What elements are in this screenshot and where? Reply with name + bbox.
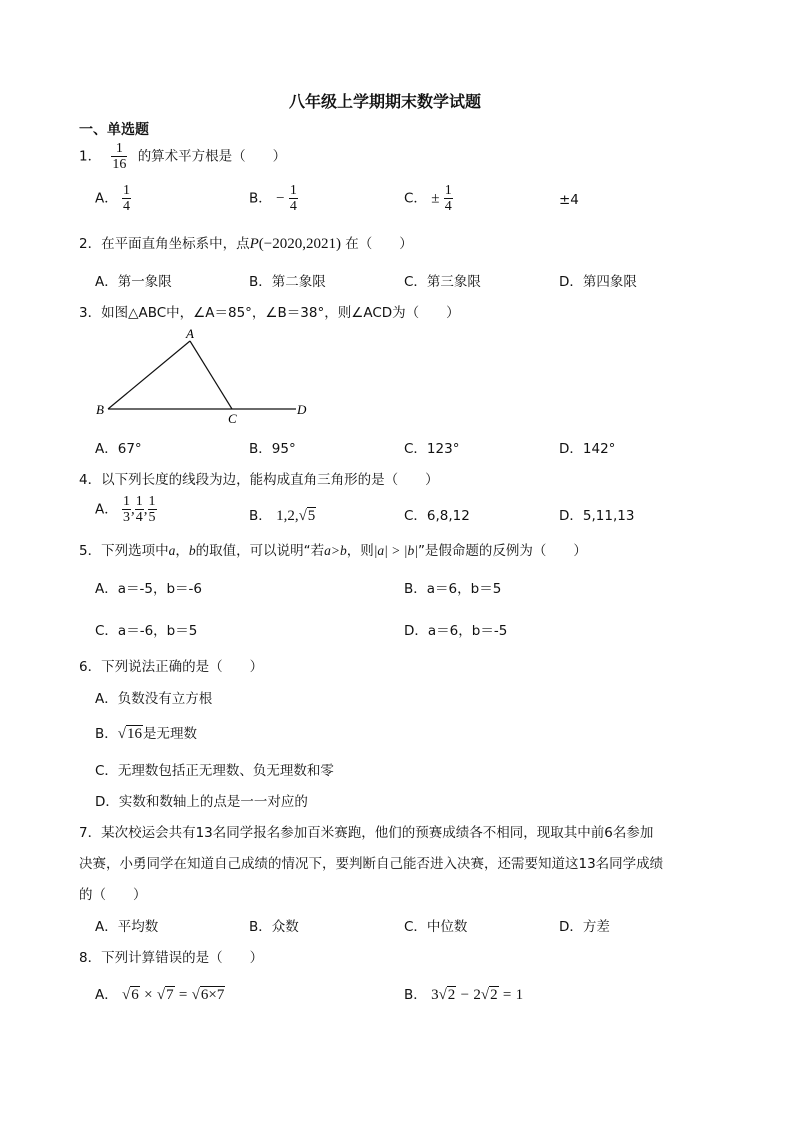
fraction-denominator: 4: [123, 199, 131, 214]
option-d[interactable]: D．方差: [559, 919, 610, 935]
option-label: A．: [95, 501, 118, 518]
fraction-denominator: 3: [123, 510, 131, 525]
equals-sign: =: [502, 987, 512, 1003]
option-label: B．: [249, 190, 272, 207]
vertex-b-label: B: [96, 402, 104, 417]
option-d[interactable]: D．142°: [559, 441, 616, 457]
option-c[interactable]: C．6,8,12: [404, 508, 470, 524]
fraction-denominator: 5: [148, 510, 156, 525]
fraction-denominator: 4: [444, 199, 452, 214]
option-label: A．: [95, 190, 118, 207]
option-b[interactable]: B．a＝6，b＝5: [404, 581, 502, 597]
separator: ,: [131, 501, 135, 518]
question-line: 的（ ）: [79, 887, 147, 903]
option-label: B．: [404, 987, 427, 1003]
fraction-denominator: 4: [289, 199, 297, 214]
radicand: 16: [127, 726, 142, 742]
radicand: 7: [166, 987, 174, 1003]
conclusion: |a| > |b|: [373, 543, 418, 558]
fraction: [289, 183, 298, 214]
option-c[interactable]: C．123°: [404, 441, 460, 457]
fraction: [122, 494, 131, 525]
option-d[interactable]: D．5,11,13: [559, 508, 635, 524]
question-number: 5．: [79, 543, 102, 559]
option-a[interactable]: [95, 983, 225, 1004]
option-c[interactable]: C．中位数: [404, 919, 468, 935]
point-name: P: [249, 236, 259, 252]
square-root: √6×7: [191, 987, 225, 1003]
option-c[interactable]: C．无理数包括正无理数、负无理数和零: [95, 763, 334, 779]
radicand: 2: [447, 987, 456, 1003]
fraction: [444, 183, 453, 214]
radicand: 6: [131, 987, 139, 1003]
option-a[interactable]: A．67°: [95, 441, 142, 457]
page-title: 八年级上学期期末数学试题: [289, 92, 482, 111]
radicand: 2: [490, 987, 498, 1003]
question-stem-end: ”是假命题的反例为（ ）: [417, 543, 587, 559]
option-a[interactable]: A．负数没有立方根: [95, 691, 213, 707]
option-a[interactable]: A．a＝-5，b＝-6: [95, 581, 202, 597]
option-c[interactable]: [404, 183, 453, 214]
fraction-denominator: 4: [135, 510, 143, 525]
option-b[interactable]: [95, 722, 197, 743]
option-a[interactable]: [95, 183, 131, 214]
option-d[interactable]: D．a＝6，b＝-5: [404, 623, 508, 639]
fraction-numerator: 1: [444, 183, 452, 198]
question-4: [79, 468, 439, 488]
question-number: 6．: [79, 659, 102, 675]
fraction: [111, 141, 127, 172]
side-ab: [108, 341, 190, 409]
side-ac: [190, 341, 232, 409]
option-b[interactable]: B．众数: [249, 919, 299, 935]
question-7: [79, 821, 653, 841]
plus-minus-sign: ±: [431, 190, 440, 207]
option-label: B．: [249, 508, 272, 524]
times-sign: ×: [144, 987, 153, 1003]
square-root: √2: [480, 987, 498, 1003]
triangle-figure: [90, 325, 330, 430]
fraction-numerator: 1: [135, 494, 143, 509]
radicand: 5: [307, 508, 316, 524]
variable-b: b: [188, 543, 196, 558]
option-a[interactable]: A．平均数: [95, 919, 159, 935]
option-b[interactable]: [404, 983, 523, 1004]
question-number: 2．: [79, 236, 102, 252]
option-text: 是无理数: [143, 726, 197, 742]
equals-sign: =: [178, 987, 188, 1003]
option-b[interactable]: B．第二象限: [249, 274, 326, 290]
fraction-numerator: 1: [115, 141, 123, 156]
question-number: 3．: [79, 305, 102, 321]
minus-sign: −: [460, 987, 470, 1003]
question-stem: 在平面直角坐标系中，点: [101, 236, 250, 252]
fraction-numerator: 1: [148, 494, 156, 509]
question-stem: 的算术平方根是（ ）: [137, 148, 287, 165]
option-label: B．: [95, 726, 118, 742]
question-stem: 的取值，可以说明“若: [195, 543, 325, 559]
option-c[interactable]: C．第三象限: [404, 274, 481, 290]
question-number: 1．: [79, 148, 102, 165]
question-number: 8．: [79, 950, 102, 966]
separator: ,: [143, 501, 148, 518]
fraction-numerator: 1: [123, 183, 131, 198]
option-values: 1,2,: [276, 508, 299, 524]
option-label: C．: [404, 190, 427, 207]
comma: ，: [175, 543, 189, 559]
fraction-denominator: 16: [112, 157, 127, 172]
option-b[interactable]: [249, 504, 316, 525]
option-a[interactable]: A．第一象限: [95, 274, 172, 290]
question-stem: 如图△ABC中，∠A＝85°，∠B＝38°，则∠ACD为（ ）: [101, 305, 460, 321]
question-1: [79, 141, 286, 172]
question-number: 4．: [79, 472, 102, 488]
option-a[interactable]: [95, 494, 157, 525]
question-8: [79, 946, 263, 966]
square-root: √7: [156, 987, 174, 1003]
option-c[interactable]: C．a＝-6，b＝5: [95, 623, 198, 639]
square-root: √5: [298, 508, 316, 524]
variable-a: a: [168, 543, 176, 558]
minus-sign: −: [276, 190, 285, 207]
vertex-a-label: A: [186, 326, 194, 341]
question-number: 7．: [79, 825, 102, 841]
question-3: [79, 301, 460, 321]
question-2: [79, 232, 413, 253]
radicand: 6×7: [200, 987, 225, 1003]
question-stem: 下列计算错误的是（ ）: [101, 950, 264, 966]
coefficient: 3: [431, 987, 439, 1003]
question-stem: 下列选项中: [101, 543, 169, 559]
question-line: 决赛，小勇同学在知道自己成绩的情况下，要判断自己能否进入决赛，还需要知道这13名同学成绩: [79, 856, 664, 872]
section-heading: 一、单选题: [79, 122, 149, 138]
question-stem-end: 在（ ）: [345, 236, 413, 252]
fraction: [135, 494, 144, 525]
question-6: [79, 655, 263, 675]
option-d[interactable]: ±4: [559, 192, 579, 208]
question-stem: 下列说法正确的是（ ）: [101, 659, 264, 675]
question-stem: 以下列长度的线段为边，能构成直角三角形的是（ ）: [101, 472, 439, 488]
square-root: √6: [122, 987, 139, 1003]
option-b[interactable]: [249, 183, 298, 214]
option-b[interactable]: B．95°: [249, 441, 296, 457]
square-root: √2: [438, 987, 456, 1003]
result: 1: [515, 987, 524, 1003]
option-label: A．: [95, 987, 118, 1003]
condition: a>b: [324, 543, 347, 558]
question-line: 某次校运会共有13名同学报名参加百米赛跑，他们的预赛成绩各不相同，现取其中前6名参加: [101, 825, 654, 841]
fraction: [148, 494, 157, 525]
point-d-label: D: [297, 402, 307, 417]
fraction-numerator: 1: [289, 183, 297, 198]
fraction: [122, 183, 131, 214]
fraction-numerator: 1: [123, 494, 131, 509]
square-root: √16: [117, 726, 142, 742]
option-d[interactable]: D．第四象限: [559, 274, 637, 290]
coefficient: 2: [473, 987, 481, 1003]
question-5: [79, 539, 587, 559]
question-stem: ，则: [346, 543, 374, 559]
option-d[interactable]: D．实数和数轴上的点是一一对应的: [95, 794, 308, 810]
vertex-c-label: C: [228, 411, 237, 426]
point-coordinates: (−2020,2021): [258, 236, 341, 252]
